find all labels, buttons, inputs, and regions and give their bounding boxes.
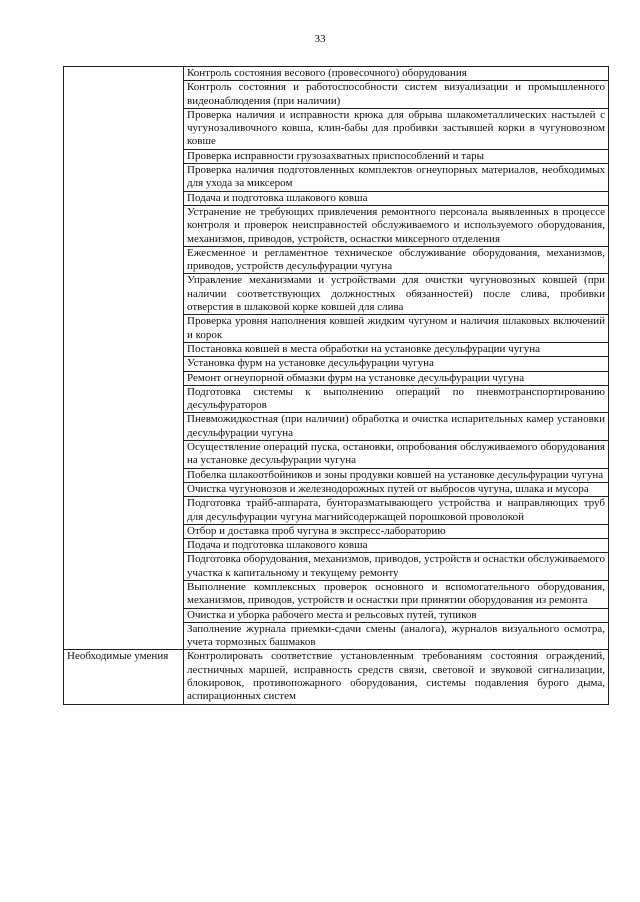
table-cell: Заполнение журнала приемки-сдачи смены (аналога), журналов визуального осмотра, учета тормозных башмаков <box>184 622 609 650</box>
table-cell: Очистка и уборка рабочего места и рельсовых путей, тупиков <box>184 608 609 622</box>
table-cell: Проверка наличия подготовленных комплектов огнеупорных материалов, необходимых для ухода за миксером <box>184 164 609 192</box>
table-cell: Осуществление операций пуска, остановки, опробования обслуживаемого оборудования на установке десульфурации чугуна <box>184 441 609 469</box>
left-column-empty-cell <box>64 67 184 650</box>
table-cell: Проверка исправности грузозахватных приспособлений и тары <box>184 149 609 163</box>
table-cell: Подача и подготовка шлакового ковша <box>184 539 609 553</box>
table-cell: Побелка шлакоотбойников и зоны продувки ковшей на установке десульфурации чугуна <box>184 468 609 482</box>
table-cell: Подача и подготовка шлакового ковша <box>184 191 609 205</box>
table-cell: Выполнение комплексных проверок основного и вспомогательного оборудования, механизмов, приводов, устройств и оснастки при принятии оборудования из ремонта <box>184 580 609 608</box>
skills-row <box>64 650 609 704</box>
table-cell: Управление механизмами и устройствами для очистки чугуновозных ковшей (при наличии соответствующих должностных обязанностей) после слива, пробивки отверстия в шлаковой корке ковшей для слива <box>184 274 609 315</box>
skills-label: Необходимые умения <box>64 650 184 704</box>
table-cell: Проверка наличия и исправности крюка для обрыва шлакометаллических настылей с чугунозаливочного ковша, клин-бабы для пробивки застывшей корки в чугуновозном ковше <box>184 108 609 149</box>
table-cell: Ремонт огнеупорной обмазки фурм на установке десульфурации чугуна <box>184 371 609 385</box>
table-cell: Контроль состояния и работоспособности систем визуализации и промышленного видеонаблюдения (при наличии) <box>184 81 609 109</box>
table-cell: Установка фурм на установке десульфурации чугуна <box>184 357 609 371</box>
table-cell: Устранение не требующих привлечения ремонтного персонала выявленных в процессе контроля и проверок неисправностей обслуживаемого и используемого оборудования, механизмов, приводов, устройств, оснастки миксерного отделения <box>184 205 609 246</box>
table-cell: Пневможидкостная (при наличии) обработка и очистка испарительных камер установки десульфурации чугуна <box>184 413 609 441</box>
table-cell: Подготовка оборудования, механизмов, приводов, устройств и оснастки обслуживаемого участка к капитальному и текущему ремонту <box>184 553 609 581</box>
page-number: 33 <box>314 33 326 45</box>
table-cell: Подготовка системы к выполнению операций по пневмотранспортированию десульфураторов <box>184 385 609 413</box>
table-cell: Отбор и доставка проб чугуна в экспресс-лабораторию <box>184 524 609 538</box>
table-cell: Проверка уровня наполнения ковшей жидким чугуном и наличия шлаковых включений и корок <box>184 315 609 343</box>
table-row <box>64 67 609 81</box>
table-cell: Ежесменное и регламентное техническое обслуживание оборудования, механизмов, приводов, устройств десульфурации чугуна <box>184 246 609 274</box>
table-cell: Контроль состояния весового (провесочного) оборудования <box>184 67 609 81</box>
table-cell: Очистка чугуновозов и железнодорожных путей от выбросов чугуна, шлака и мусора <box>184 482 609 496</box>
skills-text: Контролировать соответствие установленным требованиям состояния ограждений, лестничных маршей, исправность средств связи, световой и звуковой сигнализации, блокировок, противопожарного оборудования, системы подавления бурого дыма, аспирационных систем <box>184 650 609 704</box>
labor-functions-table <box>63 66 609 705</box>
table-cell: Постановка ковшей в места обработки на установке десульфурации чугуна <box>184 342 609 356</box>
table-cell: Подготовка трайб-аппарата, бунторазматывающего устройства и направляющих труб для десульфурации чугуна магнийсодержащей порошковой проволокой <box>184 497 609 525</box>
